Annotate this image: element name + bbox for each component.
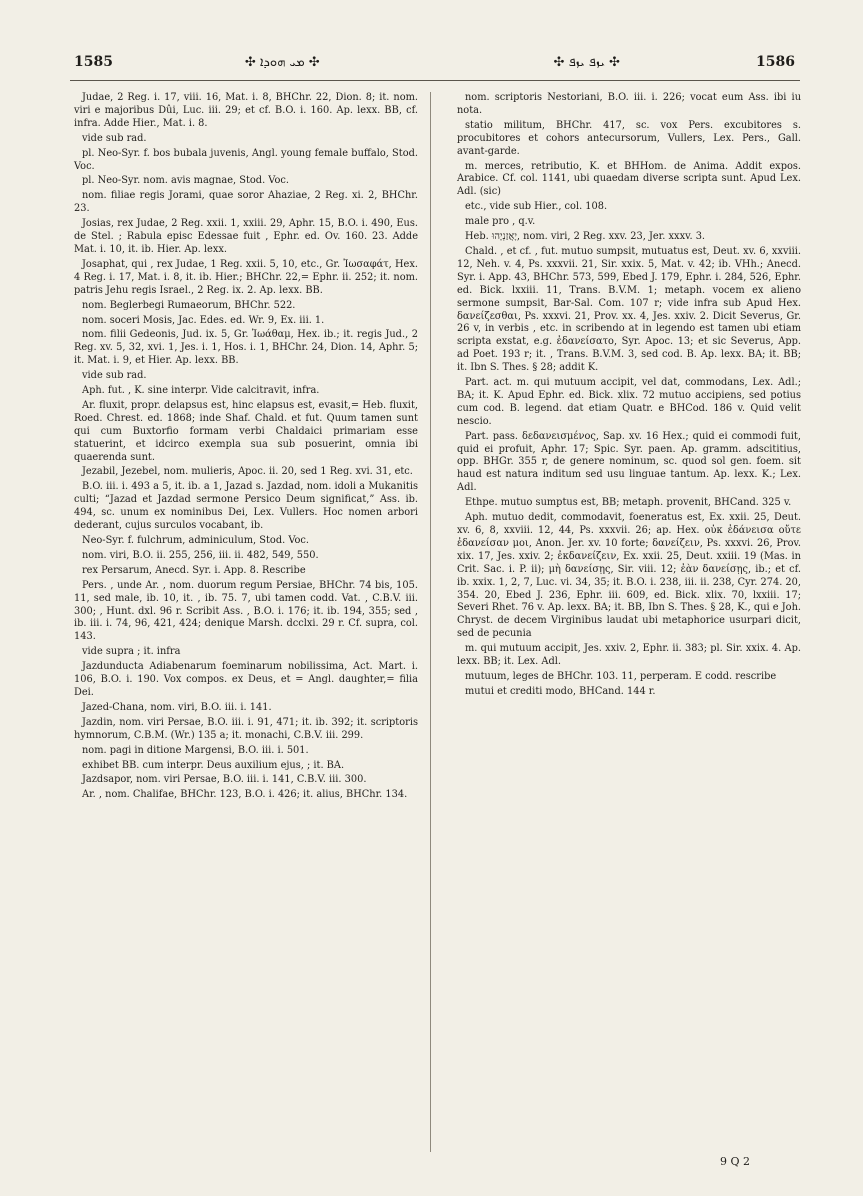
header-rule: [70, 80, 800, 81]
dictionary-entry: statio militum, BHChr. 417, sc. vox Pers. excubitores s. procubitores et cohors antecursorum, Vullers, Lex. Pers., Gall. avant-garde.: [457, 119, 801, 157]
dictionary-entry: Part. pass. δεδανεισμένος, Sap. xv. 16 Hex.; quid ei commodi fuit, quid ei profuit, Aphr. 17; Spic. Syr. paen. Ap. gramm. adscititius, opp. BHGr. 355 r, de genere nominum, sc. quod sol gen. foem. sit haud est natura inditum sed usu linguae tantum. Ap. lexx. K.; Lex. Adl.: [457, 430, 801, 494]
dictionary-entry: exhibet BB. cum interpr. Deus auxilium ejus, ; it. BA.: [82, 759, 345, 771]
dictionary-entry: nom. pagi in ditione Margensi, B.O. iii. i. 501.: [82, 744, 309, 756]
page-header: [74, 50, 795, 74]
dictionary-entry: Judae, 2 Reg. i. 17, viii. 16, Mat. i. 8, BHChr. 22, Dion. 8; it. nom. viri e majoribus Dûi, Luc. iii. 29; et cf. B.O. i. 160. Ap. lexx. BB, cf. infra. Adde Hier., Mat. i. 8.: [74, 92, 418, 129]
dictionary-entry: male pro , q.v.: [465, 216, 536, 228]
dictionary-entry: Jazdin, nom. viri Persae, B.O. iii. i. 91, 471; it. ib. 392; it. scriptoris hymnorum, C.B.M. (Wr.) 135 a; it. monachi, C.B.V. iii. 299.: [74, 716, 418, 741]
right-running-head: ✣ ܝܙܦ ܝܙܦ ✣: [553, 54, 620, 70]
dictionary-entry: etc., vide sub Hier., col. 108.: [465, 201, 608, 213]
dictionary-entry: pl. Neo-Syr. nom. avis magnae, Stod. Voc.: [82, 175, 289, 187]
dictionary-entry: Ar. , nom. Chalifae, BHChr. 123, B.O. i. 426; it. alius, BHChr. 134.: [82, 789, 408, 801]
dictionary-entry: Jezabil, Jezebel, nom. mulieris, Apoc. ii. 20, sed 1 Reg. xvi. 31, etc.: [82, 466, 413, 478]
dictionary-entry: Chald. , et cf. , fut. mutuo sumpsit, mutuatus est, Deut. xv. 6, xxviii. 12, Neh. v. 4, Ps. xxxvii. 21, Sir. xxix. 5, Mat. v. 42; ib. VHh.; Anecd. Syr. i. App. 43, BHChr. 573, 599, Ebed J. 179, Ephr. i. 284, 526, Ephr. ed. Bick. lxxiii. 11, Trans. B.V.M. 1; metaph. vocem ex alieno sermone sumpsit, Bar-Sal. Com. 107 r; vide infra sub Apud Hex. δανείζεσθαι, Ps. xxxvi. 21, Prov. xx. 4, Jes. xxiv. 2. Dicit Severus, Gr. 26 v, in verbis , etc. in scribendo at in legendo est tamen ubi etiam scripta exstat, e.g. ἐδανείσατο, Syr. Apoc. 13; et sic Severus, App. ad Poet. 193 r; it. , Trans. B.V.M. 3, sed cod. B. Ap. lexx. BA; it. BB; it. Ibn S. Thes. § 28; addit K.: [457, 245, 801, 374]
dictionary-entry: nom. filiae regis Jorami, quae soror Ahaziae, 2 Reg. xi. 2, BHChr. 23.: [74, 190, 418, 215]
dictionary-entry: Aph. fut. , K. sine interpr. Vide calcitravit, infra.: [82, 385, 320, 397]
left-running-head: ✣ ܡܝ ܗܘܕܐ ✣: [244, 54, 320, 70]
dictionary-entry: Josaphat, qui , rex Judae, 1 Reg. xxii. 5, 10, etc., Gr. Ἰωσαφάτ, Hex. 4 Reg. i. 17, Mat. i. 8, it. ib. Hier.; BHChr. 22,= Ephr. ii. 252; it. nom. patris Jehu regis Israel., 2 Reg. ix. 2. Ap. lexx. BB.: [74, 258, 418, 296]
dictionary-entry: Heb. יָאֲזַנְיָהוּ, nom. viri, 2 Reg. xxv. 23, Jer. xxxv. 3.: [465, 231, 706, 243]
dictionary-entry: vide sub rad.: [82, 132, 147, 144]
dictionary-entry: vide supra ; it. infra: [82, 646, 181, 658]
dictionary-entry: Jazed-Chana, nom. viri, B.O. iii. i. 141.: [82, 701, 272, 713]
left-page-number: 1585: [74, 54, 113, 70]
dictionary-entry: nom. filii Gedeonis, Jud. ix. 5, Gr. Ἰωάθαμ, Hex. ib.; it. regis Jud., 2 Reg. xv. 5, 32, xvi. 1, Jes. i. 1, Hos. i. 1, BHChr. 24, Dion. 14, Aphr. 5; it. Mat. i. 9, et Hier. Ap. lexx. BB.: [74, 329, 418, 367]
dictionary-entry: nom. scriptoris Nestoriani, B.O. iii. i. 226; vocat eum Ass. ibi iu nota.: [457, 92, 801, 116]
column-divider: [430, 92, 431, 1152]
dictionary-entry: rex Persarum, Anecd. Syr. i. App. 8. Rescribe: [82, 564, 306, 576]
dictionary-entry: mutui et crediti modo, BHCand. 144 r.: [465, 685, 656, 697]
left-column: [74, 92, 418, 804]
dictionary-entry: pl. Neo-Syr. f. bos bubala juvenis, Angl. young female buffalo, Stod. Voc.: [74, 147, 418, 172]
dictionary-entry: Aph. mutuo dedit, commodavit, foeneratus est, Ex. xxii. 25, Deut. xv. 6, 8, xxviii. 12, 44, Ps. xxxvii. 26; ap. Hex. οὐκ ἐδάνεισα οὔτε ἐδανείσαν μοι, Anon. Jer. xv. 10 forte; δανείζειν, Ps. xxxvi. 26, Prov. xix. 17, Jes. xxiv. 2; ἐκδανείζειν, Ex. xxii. 25, Deut. xxiii. 19 (Mas. in Crit. Sac. i. P. ii); μὴ δανείσῃς, Sir. viii. 12; ἐὰν δανείσῃς, ib.; et cf. ib. xxix. 1, 2, 7, Luc. vi. 34, 35; it. B.O. i. 238, iii. ii. 238, Cyr. 274. 20, 354. 20, Ebed J. 236, Ephr. iii. 609, ed. Bick. xlix. 70, lxxiii. 17; Severi Rhet. 76 v. Ap. lexx. BA; it. BB, Ibn S. Thes. § 28, K., qui e Joh. Chryst. de decem Virginibus laudat ubi metaphorice usurpari dicit, sed de pecunia: [457, 512, 801, 640]
dictionary-entry: Josias, rex Judae, 2 Reg. xxii. 1, xxiii. 29, Aphr. 15, B.O. i. 490, Eus. de Stel. ; Rabula episc Edessae fuit , Ephr. ed. Ov. 160. 23. Adde Mat. i. 10, it. ib. Hier. Ap. lexx.: [74, 218, 418, 255]
dictionary-entry: Neo-Syr. f. fulchrum, adminiculum, Stod. Voc.: [82, 535, 309, 546]
dictionary-entry: nom. viri, B.O. ii. 255, 256, iii. ii. 482, 549, 550.: [82, 549, 319, 561]
dictionary-entry: nom. Beglerbegi Rumaeorum, BHChr. 522.: [82, 299, 296, 311]
dictionary-entry: Jazdunducta Adiabenarum foeminarum nobilissima, Act. Mart. i. 106, B.O. i. 190. Vox compos. ex Deus, et = Angl. daughter,= filia Dei.: [74, 661, 418, 698]
dictionary-entry: Jazdsapor, nom. viri Persae, B.O. iii. i. 141, C.B.V. iii. 300.: [82, 774, 367, 786]
right-column: [457, 92, 801, 701]
dictionary-entry: Ar. fluxit, propr. delapsus est, hinc elapsus est, evasit,= Heb. fluxit, Roed. Chrest. ed. 1868; inde Shaf. Chald. et fut. Quum tamen sunt qui cum Buxtorfio formam verbi Chaldaici primariam esse statuerint, et idcirco exempla sua sub posuerint, omnia ibi quaerenda sunt.: [74, 399, 418, 463]
dictionary-entry: Ethpe. mutuo sumptus est, BB; metaph. provenit, BHCand. 325 v.: [465, 497, 792, 509]
dictionary-entry: m. qui mutuum accipit, Jes. xxiv. 2, Ephr. ii. 383; pl. Sir. xxix. 4. Ap. lexx. BB; it. Lex. Adl.: [457, 643, 801, 668]
dictionary-entry: nom. soceri Mosis, Jac. Edes. ed. Wr. 9, Ex. iii. 1.: [82, 314, 325, 326]
signature-mark: 9 Q 2: [720, 1155, 751, 1168]
dictionary-entry: Part. act. m. qui mutuum accipit, vel dat, commodans, Lex. Adl.; BA; it. K. Apud Ephr. ed. Bick. xlix. 72 mutuo accipiens, sed potius cum cod. B. legend. dat etiam Quatr. e BHCod. 186 v. Quid velit nescio.: [457, 377, 801, 427]
dictionary-entry: B.O. iii. i. 493 a 5, it. ib. a 1, Jazad s. Jazdad, nom. idoli a Mukanitis culti; “Jazad et Jazdad sermone Persico Deum significat,” Ass. ib. 494, sc. unum ex nominibus Dei, Lex. Vullers. Hoc nomen arbori dederant, cujus surculos vocabant, ib.: [74, 481, 418, 532]
dictionary-entry: Pers. , unde Ar. , nom. duorum regum Persiae, BHChr. 74 bis, 105. 11, sed male, ib. 10, it. , ib. 75. 7, ubi tamen codd. Vat. , C.B.V. iii. 300; , Hunt. dxl. 96 r. Scribit Ass. , B.O. i. 176; it. ib. 194, 355; sed , ib. iii. i. 74, 96, 421, 424; denique Marsh. dcclxi. 29 r. Cf. supra, col. 143.: [74, 579, 418, 643]
dictionary-entry: m. merces, retributio, K. et BHHom. de Anima. Addit expos. Arabice. Cf. col. 1141, ubi quaedam diverse scripta sunt. Apud Lex. Adl. (sic): [457, 160, 801, 198]
right-page-number: 1586: [756, 54, 795, 70]
dictionary-entry: mutuum, leges de BHChr. 103. 11, perperam. E codd. rescribe: [465, 670, 777, 682]
dictionary-entry: vide sub rad.: [82, 370, 147, 382]
